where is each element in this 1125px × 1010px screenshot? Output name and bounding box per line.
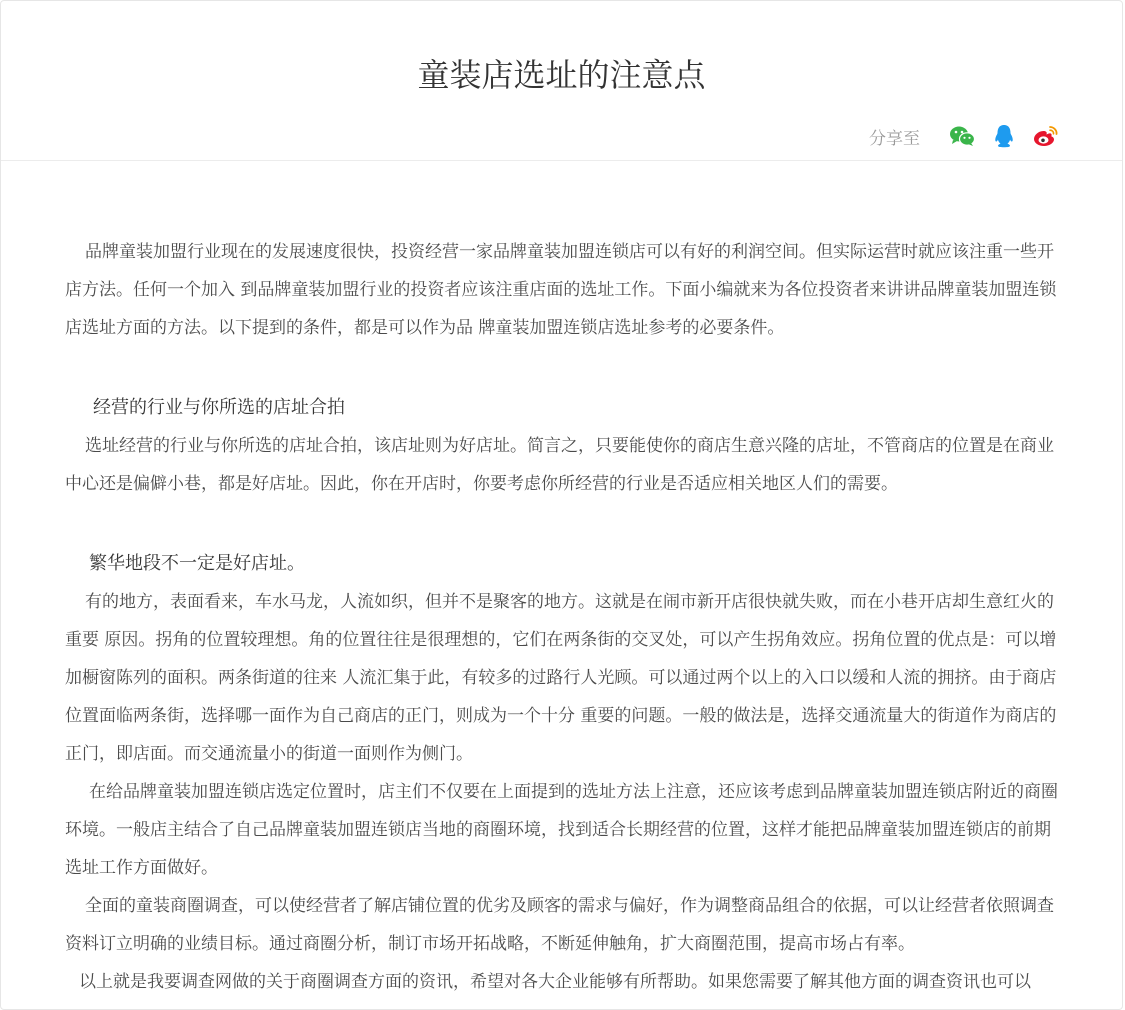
section-paragraph-industry-fit: 选址经营的行业与你所选的店址合拍，该店址则为好店址。简言之，只要能使你的商店生意兴隆的店址，不管商店的位置是在商业中心还是偏僻小巷，都是好店址。因此，你在开店时，你要考虑你所经营的行业是否适应相关地区人们的需要。 (65, 436, 1054, 494)
wechat-icon (949, 125, 975, 147)
section-heading-industry-fit: 经营的行业与你所选的店址合拍 (93, 397, 345, 418)
share-qq-button[interactable] (990, 122, 1018, 150)
section-heading-busy-area: 繁华地段不一定是好店址。 (89, 553, 305, 574)
share-bar (869, 121, 1060, 151)
share-label: 分享至 (869, 128, 920, 149)
share-weibo-button[interactable] (1032, 122, 1060, 150)
section-paragraph-busy-area: 有的地方，表面看来，车水马龙，人流如织，但并不是聚客的地方。这就是在闹市新开店很快就失败，而在小巷开店却生意红火的重要 原因。拐角的位置较理想。角的位置往往是很理想的，它们在两条街的交叉处，可以产生拐角效应。拐角位置的优点是：可以增加橱窗陈列的面积。两条街道的往来 人流汇集于此，有较多的过路行人光顾。可以通过两个以上的入口以缓和人流的拥挤。由于商店位置面临两条街，选择哪一面作为自己商店的正门，则成为一个十分 重要的问题。一般的做法是，选择交通流量大的街道作为商店的正门，即店面。而交通流量小的街道一面则作为侧门。 (65, 592, 1057, 764)
qq-icon (993, 124, 1015, 148)
intro-paragraph: 品牌童装加盟行业现在的发展速度很快，投资经营一家品牌童装加盟连锁店可以有好的利润空间。但实际运营时就应该注重一些开店方法。任何一个加入 到品牌童装加盟行业的投资者应该注重店面的选址工作。下面小编就来为各位投资者来讲讲品牌童装加盟连锁店选址方面的方法。以下提到的条件，都是可以作为品 牌童装加盟连锁店选址参考的必要条件。 (65, 242, 1057, 338)
paragraph-survey: 全面的童装商圈调查，可以使经营者了解店铺位置的优劣及顾客的需求与偏好，作为调整商品组合的依据，可以让经营者依照调查资料订立明确的业绩目标。通过商圈分析，制订市场开拓战略，不断延伸触角，扩大商圈范围，提高市场占有率。 (65, 896, 1054, 954)
paragraph-location-choice: 在给品牌童装加盟连锁店选定位置时，店主们不仅要在上面提到的选址方法上注意，还应该考虑到品牌童装加盟连锁店附近的商圈环境。一般店主结合了自己品牌童装加盟连锁店当地的商圈环境，找到适合长期经营的位置，这样才能把品牌童装加盟连锁店的前期选址工作方面做好。 (65, 782, 1058, 878)
share-wechat-button[interactable] (948, 122, 976, 150)
article-title: 童装店选址的注意点 (417, 56, 706, 94)
paragraph-closing: 以上就是我要调查网做的关于商圈调查方面的资讯，希望对各大企业能够有所帮助。如果您需要了解其他方面的调查资讯也可以 (79, 972, 1031, 992)
weibo-icon (1033, 125, 1059, 147)
article-body (65, 233, 1060, 1001)
article-header (1, 1, 1122, 161)
